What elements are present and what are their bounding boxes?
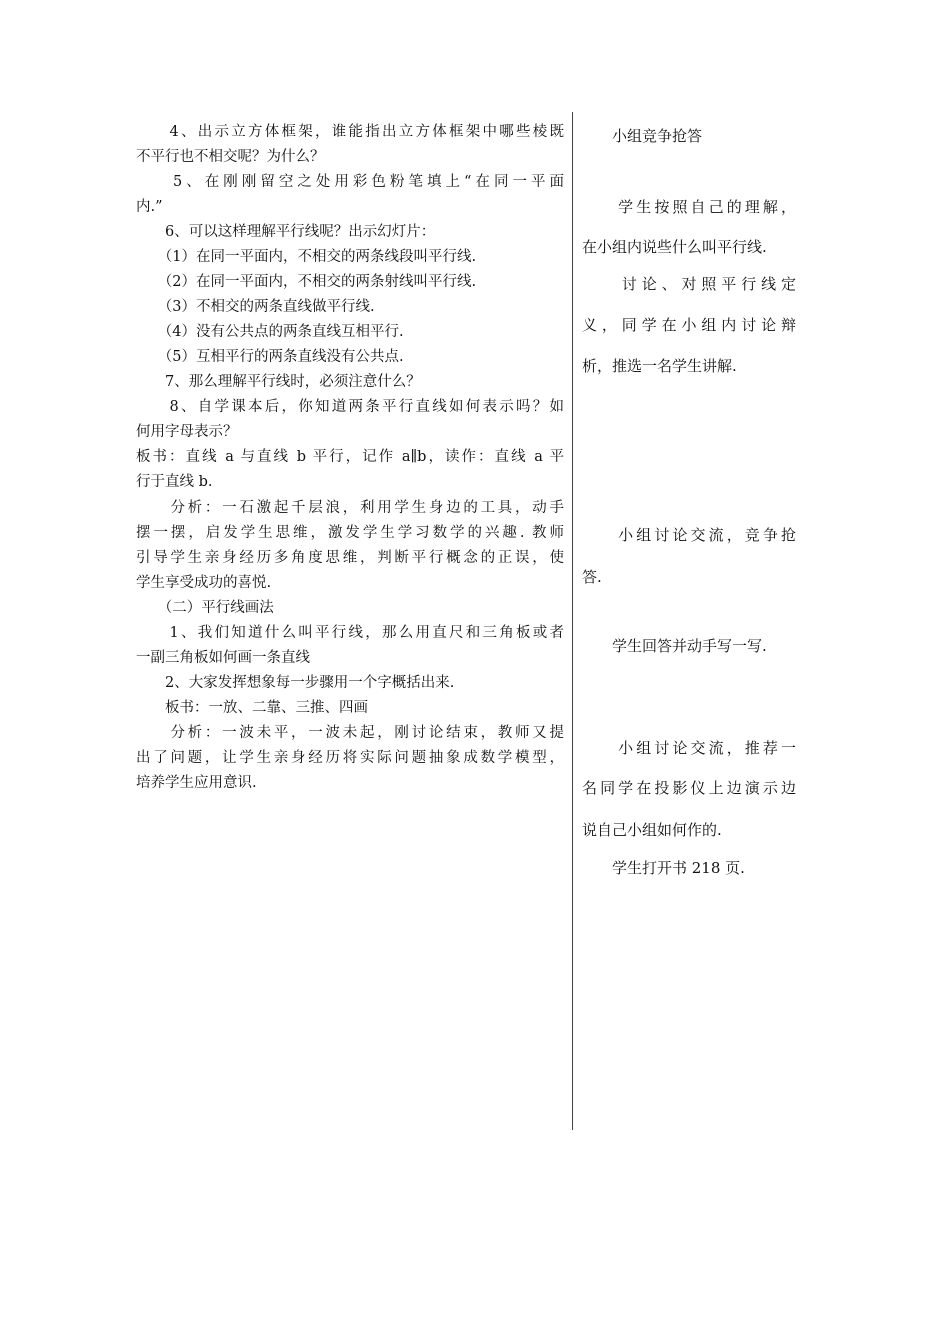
text-line: 不平行也不相交呢？为什么？ [136,149,325,165]
text-line: 小组讨论交流，竞争抢 [582,526,796,544]
text-line: 板书：一放、二靠、三推、四画 [136,700,368,716]
text-line: 8、自学课本后，你知道两条平行直线如何表示吗？如 [136,399,564,415]
text-line: （1）在同一平面内，不相交的两条线段叫平行线. [136,249,477,265]
text-line: 小组讨论交流，推荐一 [582,739,796,757]
text-line: 2、大家发挥想象每一步骤用一个字概括出来. [136,675,455,691]
text-line: 义，同学在小组内讨论辩 [582,316,796,334]
text-line: 何用字母表示？ [136,424,238,440]
text-line: 学生享受成功的喜悦. [136,575,272,591]
text-line: 4、出示立方体框架，谁能指出立方体框架中哪些棱既 [136,124,564,140]
text-line: 学生按照自己的理解， [582,198,796,216]
text-line: 摆一摆，启发学生思维，激发学生学习数学的兴趣. 教师 [136,525,564,541]
text-line: 出了问题，让学生亲身经历将实际问题抽象成数学模型， [136,750,564,766]
text-line: 学生回答并动手写一写. [582,637,767,655]
text-line: 学生打开书 218 页. [582,859,745,877]
text-line: 分析：一石激起千层浪，利用学生身边的工具，动手 [136,500,564,516]
text-line: 7、那么理解平行线时，必须注意什么？ [136,374,421,390]
text-line: （2）在同一平面内，不相交的两条射线叫平行线. [136,274,477,290]
text-line: 一副三角板如何画一条直线 [136,650,310,666]
text-line: 板书：直线 a 与直线 b 平行，记作 a∥b，读作：直线 a 平 [136,449,564,465]
text-line: （5）互相平行的两条直线没有公共点. [136,349,404,365]
text-line: 小组竞争抢答 [582,127,703,145]
text-line: 5、在刚刚留空之处用彩色粉笔填上“在同一平面 [136,174,564,190]
text-line: 1、我们知道什么叫平行线，那么用直尺和三角板或者 [136,625,564,641]
text-line: 说自己小组如何作的. [582,821,722,839]
text-line: 行于直线 b. [136,474,213,490]
text-line: 名同学在投影仪上边演示边 [582,779,796,797]
text-line: 答. [582,568,602,586]
text-line: （3）不相交的两条直线做平行线. [136,299,375,315]
text-line: （二）平行线画法 [136,600,274,616]
text-line: 6、可以这样理解平行线呢？出示幻灯片： [136,224,436,240]
text-line: 讨论、对照平行线定 [582,275,796,293]
text-line: 培养学生应用意识. [136,775,257,791]
text-line: 在小组内说些什么叫平行线. [582,238,767,256]
text-line: （4）没有公共点的两条直线互相平行. [136,324,404,340]
column-divider [572,112,573,1130]
text-line: 内.” [136,199,163,215]
text-line: 析，推选一名学生讲解. [582,357,737,375]
text-line: 分析：一波未平，一波未起，刚讨论结束，教师又提 [136,725,564,741]
text-line: 引导学生亲身经历多角度思维，判断平行概念的正误，使 [136,550,564,566]
